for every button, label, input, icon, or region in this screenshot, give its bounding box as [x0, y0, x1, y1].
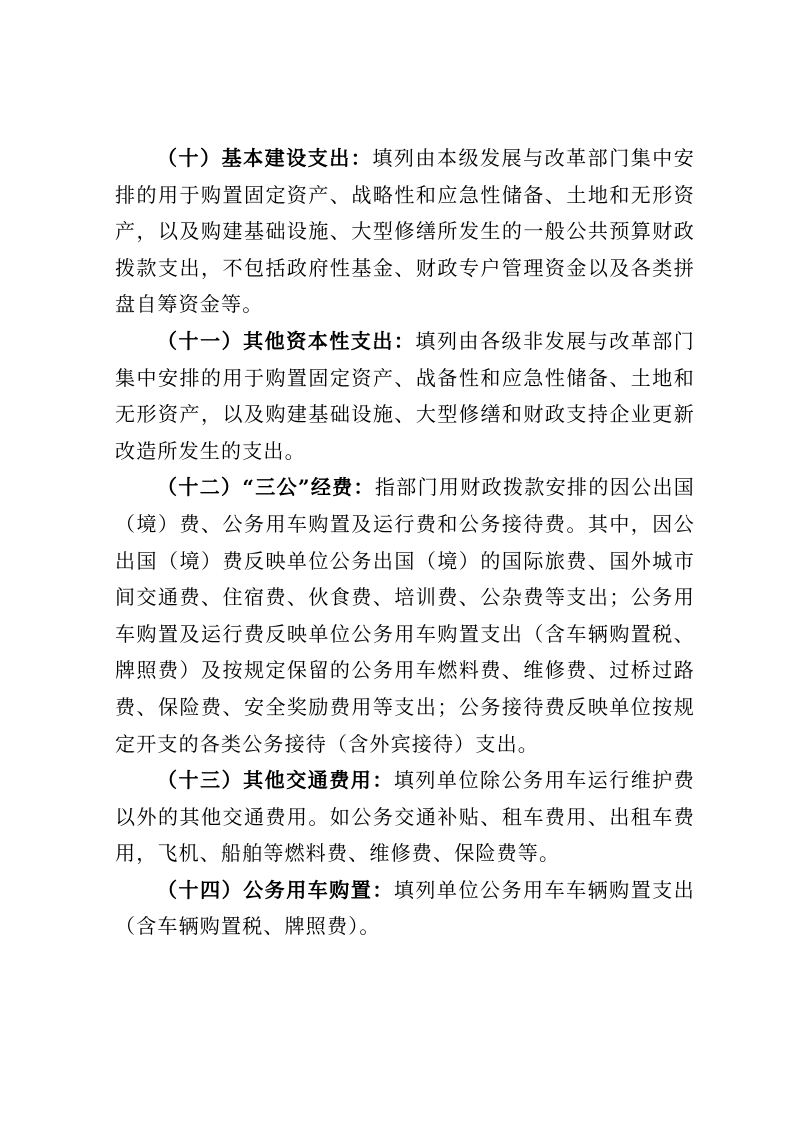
paragraph-heading: （十四）公务用车购置： — [157, 877, 394, 902]
paragraph-text: 填列单位除公务用车运行维护费以外的其他交通费用。如公务交通补贴、租车费用、出租车费用，飞机、船舶等燃料费、维修费、保险费等。 — [115, 768, 695, 866]
paragraph-text: 指部门用财政拨款安排的因公出国（境）费、公务用车购置及运行费和公务接待费。其中，因公出国（境）费反映单位公务出国（境）的国际旅费、国外城市间交通费、住宿费、伙食费、培训费、公杂费等支出；公务用车购置及运行费反映单位公务用车购置支出（含车辆购置税、牌照费）及按规定保留的公务用车燃料费、维修费、过桥过路费、保险费、安全奖励费用等支出；公务接待费反映单位按规定开支的各类公务接待（含外宾接待）支出。 — [115, 475, 695, 756]
paragraph-vehicle-purchase — [115, 872, 695, 945]
paragraph-capital-construction — [115, 140, 695, 323]
paragraph-three-public-expenses — [115, 469, 695, 762]
paragraph-heading: （十三）其他交通费用： — [157, 768, 394, 793]
paragraph-heading: （十）基本建设支出： — [157, 146, 373, 170]
document-body — [115, 140, 695, 945]
paragraph-heading: （十一）其他资本性支出： — [157, 328, 416, 353]
paragraph-text: 填列由各级非发展与改革部门集中安排的用于购置固定资产、战备性和应急性储备、土地和无形资产，以及购建基础设施、大型修缮和财政支持企业更新改造所发生的支出。 — [115, 328, 695, 463]
paragraph-heading: （十二）“三公”经费： — [157, 475, 375, 500]
paragraph-text: 填列由本级发展与改革部门集中安排的用于购置固定资产、战略性和应急性储备、土地和无形资产，以及购建基础设施、大型修缮所发生的一般公共预算财政拨款支出，不包括政府性基金、财政专户管理资金以及各类拼盘自筹资金等。 — [115, 146, 696, 317]
paragraph-text: 填列单位公务用车车辆购置支出（含车辆购置税、牌照费）。 — [115, 877, 695, 939]
paragraph-other-capital — [115, 323, 695, 469]
paragraph-other-transport — [115, 762, 695, 872]
